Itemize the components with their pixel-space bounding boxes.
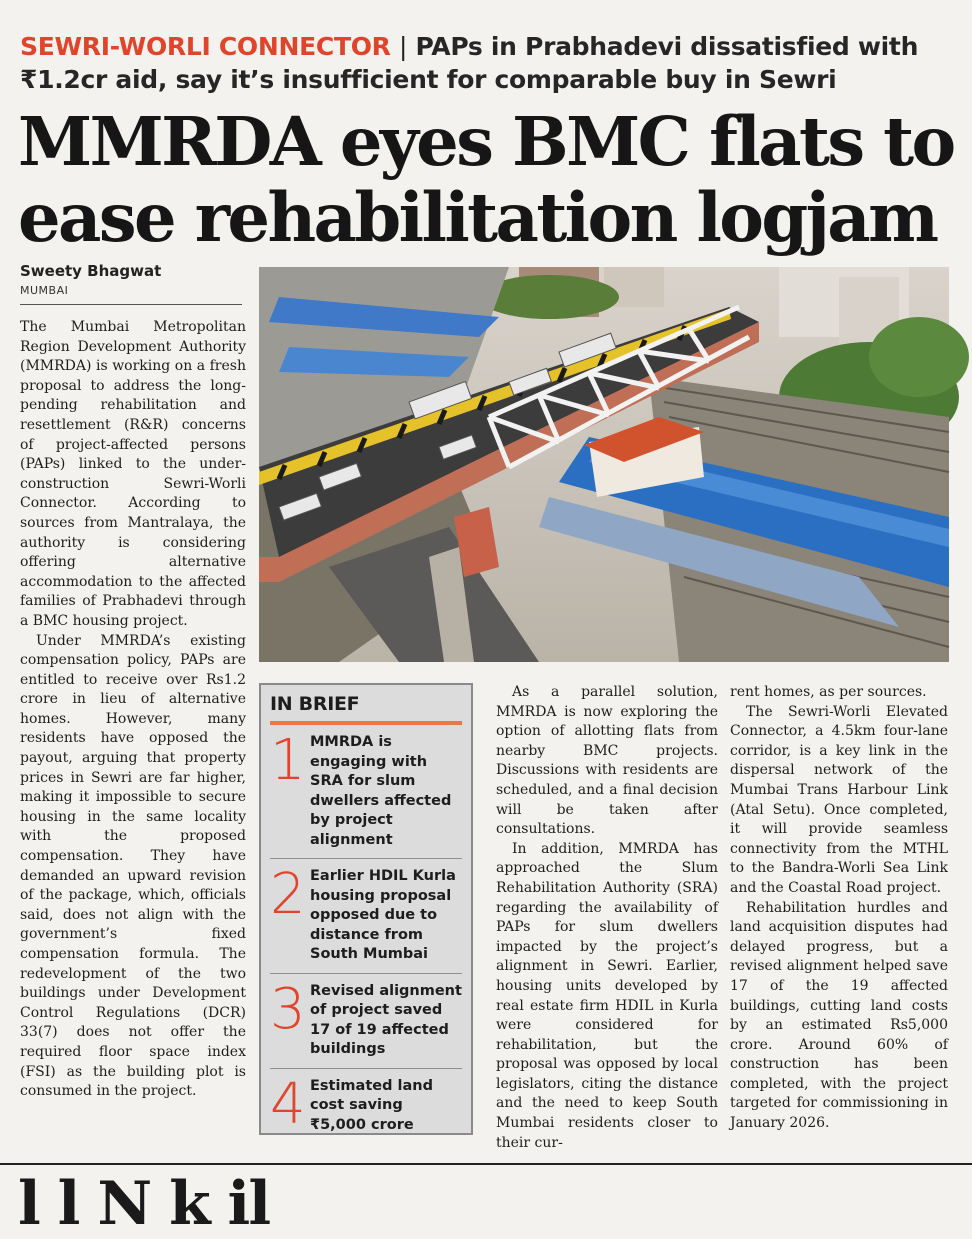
kicker-separator: |: [399, 32, 408, 61]
kicker: [20, 30, 955, 96]
in-brief-box: [259, 683, 473, 1135]
kicker-text: PAPs in Prabhadevi dissatisfied with ₹1.2cr aid, say it’s insufficient for comparable buy in Sewri: [20, 32, 919, 94]
byline-author: Sweety Bhagwat: [20, 262, 162, 280]
article-column-3: [496, 683, 718, 1153]
paragraph: The Sewri-Worli Elevated Connector, a 4.5km four-lane corridor, is a key link in the dispersal network of the Mumbai Trans Harbour Link (Atal Setu). Once completed, it will provide seamless connectivity from the MTHL to the Bandra-Worli Sea Link and the Coastal Road project.: [730, 703, 948, 896]
in-brief-item: [270, 976, 462, 1069]
kicker-tag: SEWRI-WORLI CONNECTOR: [20, 32, 391, 61]
paragraph: Rehabilitation hurdles and land acquisition disputes had delayed progress, but a revised alignment helped save 17 of the 19 affected buildings, cutting land costs by an estimated Rs5,000 crore. Around 60% of construction has been completed, with the project targeted for commissioning in January 2026.: [730, 899, 948, 1132]
in-brief-text: MMRDA is engaging with SRA for slum dwellers affected by project alignment: [310, 734, 452, 848]
paragraph: rent homes, as per sources.: [730, 684, 927, 700]
paragraph: The Mumbai Metropolitan Region Development Authority (MMRDA) is working on a fresh proposal to address the long-pending rehabilitation and resettlement (R&R) concerns of project-affected persons (PAPs) linked to the under-construction Sewri-Worli Connector. According to sources from Mantralaya, the authority is considering offering alternative accommodation to the affected families of Prabhadevi through a BMC housing project.: [20, 319, 246, 629]
paragraph: Under MMRDA’s existing compensation policy, PAPs are entitled to receive over Rs1.2 crore in lieu of alternative homes. However, many residents have opposed the payout, arguing that property prices in Sewri are far higher, making it impossible to secure housing in the same locality with the proposed compensation. They have demanded an upward revision of the package, which, officials said, does not align with the government’s fixed compensation formula. The redevelopment of the two buildings under Development Control Regulations (DCR) 33(7) does not offer the required floor space index (FSI) as the building plot is consumed in the project.: [20, 632, 246, 1100]
in-brief-number: 1: [270, 728, 306, 793]
page-divider: [0, 1163, 972, 1165]
connector-illustration: [259, 267, 949, 662]
paragraph: As a parallel solution, MMRDA is now exploring the option of allotting flats from nearby BMC projects. Discussions with residents are scheduled, and a final decision will be taken after consultations.: [496, 684, 718, 838]
paragraph: In addition, MMRDA has approached the Slum Rehabilitation Authority (SRA) regarding the availability of PAPs for slum dwellers impacted by the project’s alignment in Sewri. Earlier, housing units developed by real estate firm HDIL in Kurla were considered for rehabilitation, but the proposal was opposed by local legislators, citing the distance and the need to keep South Mumbai residents closer to their cur-: [496, 840, 718, 1151]
headline: MMRDA eyes BMC flats to ease rehabilitation logjam: [18, 102, 954, 257]
article-column-4: [730, 683, 948, 1134]
dateline: MUMBAI: [20, 284, 69, 297]
next-story-headline-fragment: l l N k il: [18, 1169, 270, 1239]
in-brief-item: [270, 728, 462, 859]
in-brief-number: 3: [270, 976, 306, 1042]
in-brief-item: [270, 1071, 462, 1144]
connector-rendering-photo: [259, 267, 949, 662]
in-brief-number: 2: [270, 862, 306, 927]
byline-divider: [20, 304, 242, 305]
in-brief-text: Revised alignment of project saved 17 of 19 affected buildings: [310, 982, 462, 1057]
in-brief-text: Estimated land cost saving ₹5,000 crore: [310, 1077, 433, 1133]
in-brief-text: Earlier HDIL Kurla housing proposal opposed due to distance from South Mumbai: [310, 868, 456, 962]
in-brief-number: 4: [270, 1071, 306, 1137]
in-brief-title: IN BRIEF: [270, 693, 462, 725]
article-column-1: [20, 318, 246, 1102]
in-brief-item: [270, 862, 462, 974]
